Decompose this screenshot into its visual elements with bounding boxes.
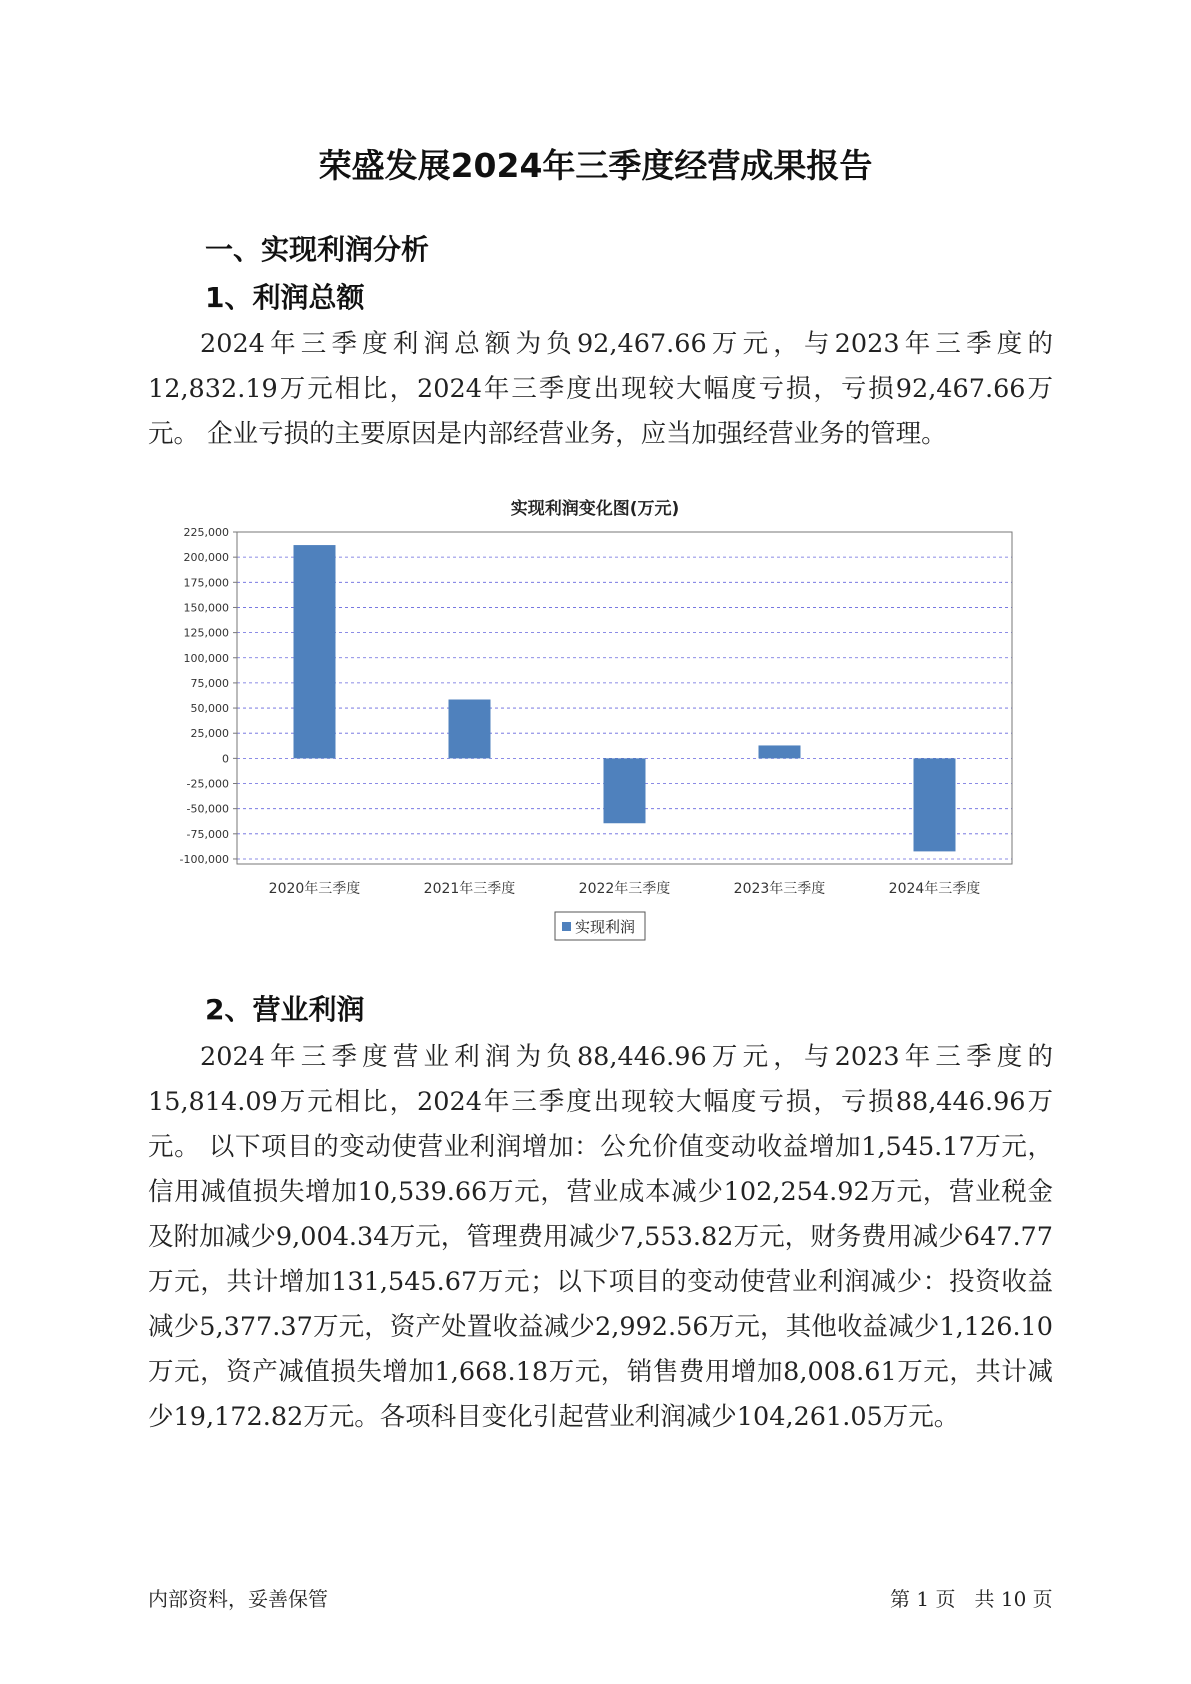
x-tick-label: 2023年三季度 [733, 881, 826, 897]
bar [294, 545, 336, 758]
y-tick-label: 50,000 [190, 702, 229, 716]
y-tick-label: 200,000 [183, 551, 229, 565]
y-tick-label: 175,000 [183, 576, 229, 590]
y-tick-label: 225,000 [183, 526, 229, 539]
legend-swatch [562, 922, 571, 931]
x-tick-label: 2021年三季度 [423, 881, 516, 897]
paragraph-total-profit: 2024年三季度利润总额为负92,467.66万元，与2023年三季度的12,832.19万元相比，2024年三季度出现较大幅度亏损，亏损92,467.66万元。 企业亏损的主要原因是内部经营业务，应当加强经营业务的管理。 [148, 329, 1053, 449]
subheading-operating-profit: 2、营业利润 [205, 993, 365, 1026]
bar-series [294, 545, 956, 851]
legend-label: 实现利润 [575, 918, 636, 936]
x-axis [269, 880, 981, 897]
y-tick-label: -25,000 [186, 777, 229, 791]
bar [449, 700, 491, 759]
y-tick-label: 100,000 [183, 651, 229, 665]
bar [759, 745, 801, 758]
x-tick-label: 2020年三季度 [268, 881, 361, 897]
bar [914, 758, 956, 851]
y-tick-label: 125,000 [183, 626, 229, 640]
chart-legend [555, 912, 645, 940]
subheading-total-profit: 1、利润总额 [205, 281, 365, 314]
y-tick-label: -75,000 [186, 827, 229, 841]
section-heading-profit-analysis: 一、实现利润分析 [205, 233, 430, 266]
y-tick-label: 0 [222, 752, 229, 766]
bar [604, 758, 646, 823]
y-axis [180, 526, 237, 866]
y-tick-label: 75,000 [190, 676, 229, 690]
x-tick-label: 2024年三季度 [888, 881, 981, 897]
chart-title: 实现利润变化图(万元) [510, 499, 680, 519]
footer-page-number: 第 1 页 共 10 页 [890, 1587, 1053, 1611]
y-tick-label: -50,000 [186, 802, 229, 816]
paragraph-operating-profit: 2024年三季度营业利润为负88,446.96万元，与2023年三季度的15,814.09万元相比，2024年三季度出现较大幅度亏损，亏损88,446.96万元。 以下项目的变动使营业利润增加：公允价值变动收益增加1,545.17万元，信用减值损失增加10,539.66万元，营业成本减少102,254.92万元，营业税金及附加减少9,004.34万元，管理费用减少7,553.82万元，财务费用减少647.77万元，共计增加131,545.67万元；以下项目的变动使营业利润减少：投资收益减少5,377.37万元，资产处置收益减少2,992.56万元，其他收益减少1,126.10万元，资产减值损失增加1,668.18万元，销售费用增加8,008.61万元，共计减少19,172.82万元。各项科目变化引起营业利润减少104,261.05万元。 [148, 1042, 1053, 1432]
profit-bar-chart [0, 490, 1191, 970]
x-tick-label: 2022年三季度 [578, 881, 671, 897]
y-tick-label: 150,000 [183, 601, 229, 615]
report-title: 荣盛发展2024年三季度经营成果报告 [318, 146, 873, 185]
y-tick-label: -100,000 [179, 852, 229, 866]
footer-confidential-note: 内部资料，妥善保管 [148, 1587, 328, 1611]
y-tick-label: 25,000 [190, 727, 229, 741]
